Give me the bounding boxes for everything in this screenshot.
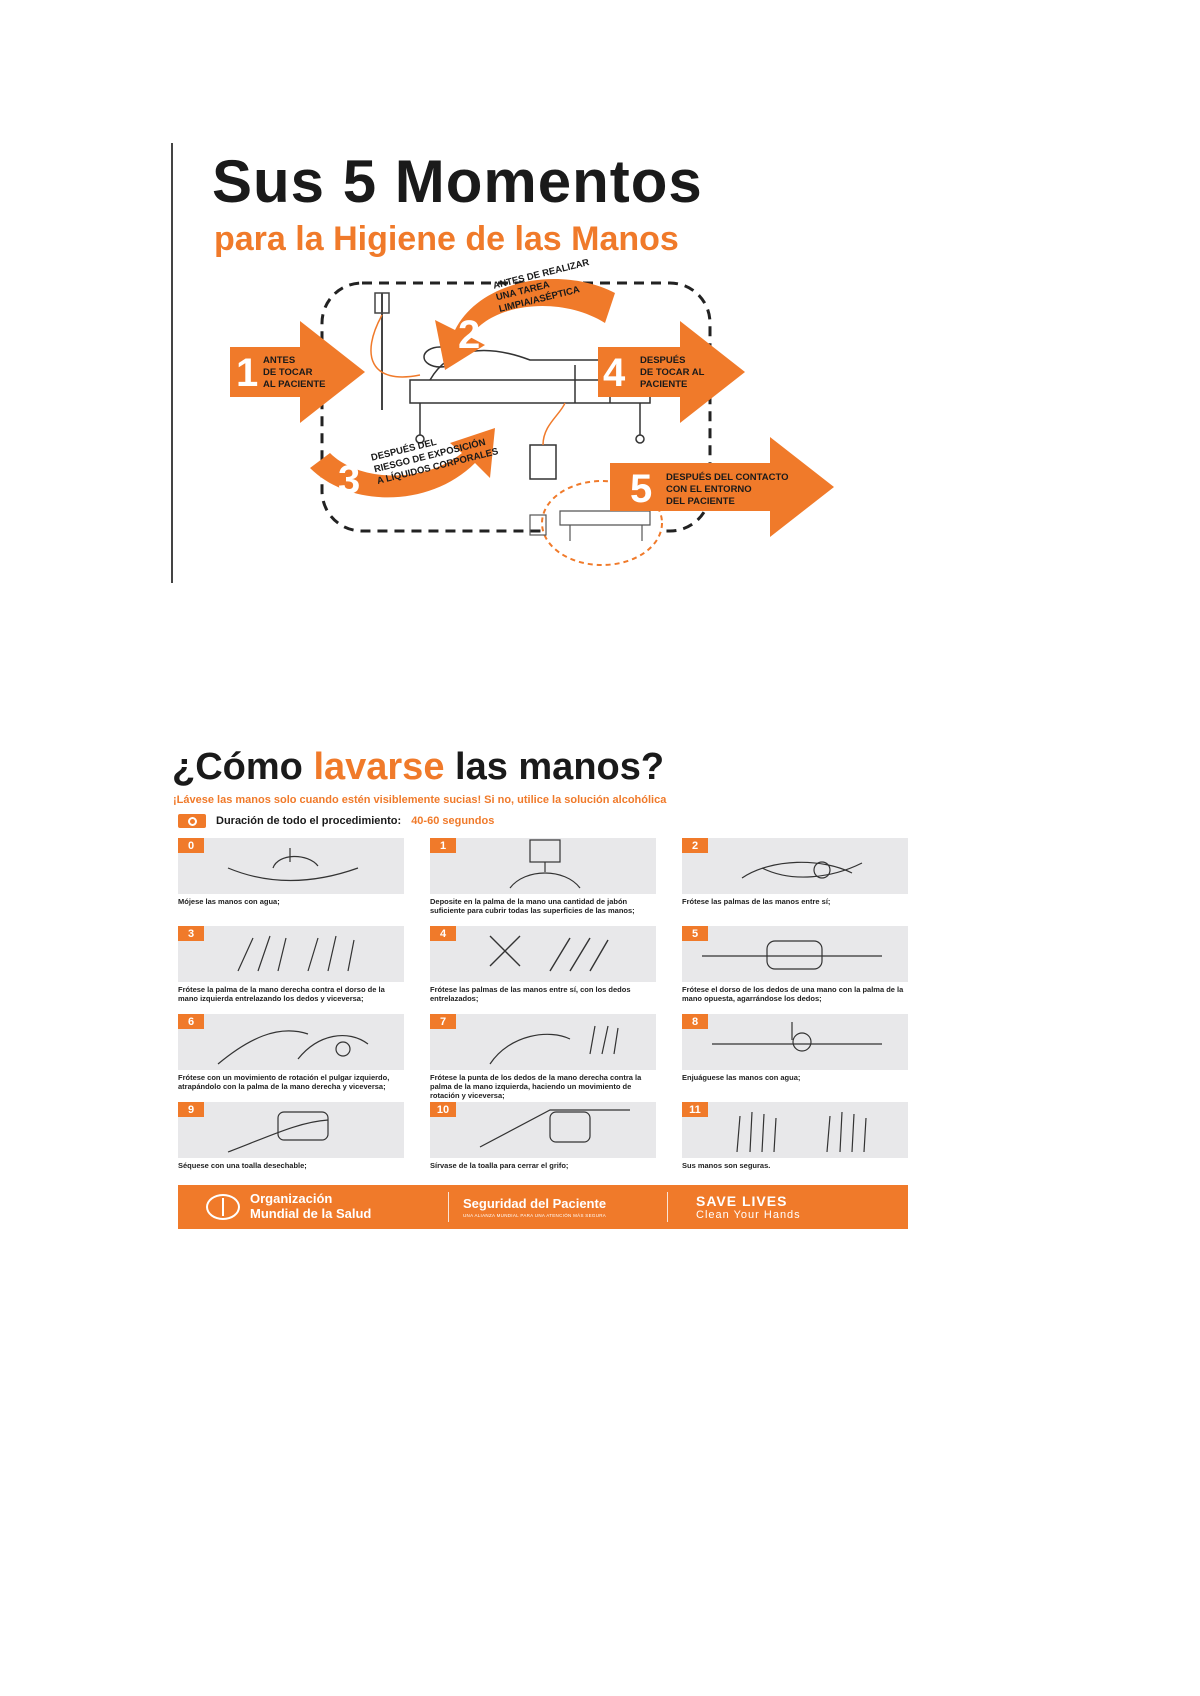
step-text: Frótese con un movimiento de rotación el pulgar izquierdo, atrapándolo con la palma de la mano derecha y viceversa; — [178, 1073, 390, 1091]
step-number: 9 — [178, 1102, 204, 1117]
step-number: 4 — [430, 926, 456, 941]
step-number: 1 — [430, 838, 456, 853]
moment-3-number: 3 — [338, 458, 361, 502]
duration-label: Duración de todo el procedimiento: — [216, 815, 402, 827]
moment-4-label: DESPUÉS DE TOCAR AL PACIENTE — [640, 355, 705, 390]
step-illustration — [430, 1014, 656, 1070]
clean-hands-icon — [682, 1102, 908, 1158]
step-illustration — [178, 1102, 404, 1158]
step-number: 5 — [682, 926, 708, 941]
moment-1-label: ANTES DE TOCAR AL PACIENTE — [263, 355, 326, 390]
fingertips-rotation-icon — [430, 1014, 656, 1070]
patient-safety-title: Seguridad del Paciente — [463, 1196, 607, 1211]
footer-divider — [448, 1192, 449, 1222]
step-number: 10 — [430, 1102, 456, 1117]
footer-divider — [667, 1192, 668, 1222]
step-text: Enjuáguese las manos con agua; — [682, 1073, 801, 1082]
who-block — [178, 1192, 448, 1222]
step-number: 6 — [178, 1014, 204, 1029]
clock-icon — [178, 814, 206, 828]
step-illustration — [682, 1014, 908, 1070]
step-card — [430, 1014, 656, 1102]
poster1-title: Sus 5 Momentos — [212, 148, 703, 215]
step-text: Sírvase de la toalla para cerrar el grifo; — [430, 1161, 569, 1170]
poster1-subtitle: para la Higiene de las Manos — [214, 220, 679, 258]
moment-5-number: 5 — [630, 467, 653, 511]
back-of-hand-icon — [178, 926, 404, 982]
step-text: Deposite en la palma de la mano una cantidad de jabón suficiente para cubrir todas las superficies de las manos; — [430, 897, 635, 915]
who-emblem-icon — [206, 1194, 240, 1220]
duration-value: 40-60 segundos — [411, 815, 495, 827]
patient-safety-subtitle: UNA ALIANZA MUNDIAL PARA UNA ATENCIÓN MÁS SEGURA — [463, 1213, 607, 1218]
margin-rule — [171, 143, 173, 583]
step-text: Frótese la punta de los dedos de la mano derecha contra la palma de la mano izquierda, haciendo un movimiento de rotación y viceversa; — [430, 1073, 642, 1100]
who-name — [250, 1192, 371, 1222]
step-text: Frótese las palmas de las manos entre sí; — [682, 897, 831, 906]
drainage-bag-icon — [530, 445, 556, 479]
moment-5-label: DESPUÉS DEL CONTACTO CON EL ENTORNO DEL PACIENTE — [666, 472, 789, 507]
step-text: Séquese con una toalla desechable; — [178, 1161, 307, 1170]
step-card — [682, 926, 908, 1014]
fingers-locked-icon — [682, 926, 908, 982]
step-card — [178, 838, 404, 926]
step-card — [178, 1102, 404, 1190]
rinse-hands-icon — [682, 1014, 908, 1070]
step-illustration — [430, 838, 656, 894]
step-illustration — [178, 838, 404, 894]
step-illustration — [178, 1014, 404, 1070]
dry-towel-icon — [178, 1102, 404, 1158]
moment-4-number: 4 — [603, 351, 626, 395]
title-part-1: ¿Cómo — [172, 746, 314, 788]
step-card — [682, 1102, 908, 1190]
step-number: 7 — [430, 1014, 456, 1029]
patient-safety-block — [449, 1196, 667, 1218]
interlaced-fingers-icon — [430, 926, 656, 982]
step-illustration — [682, 926, 908, 982]
step-card — [178, 1014, 404, 1102]
step-number: 11 — [682, 1102, 708, 1117]
step-text: Frótese la palma de la mano derecha contra el dorso de la mano izquierda entrelazando los dedos y viceversa; — [178, 985, 385, 1003]
step-illustration — [178, 926, 404, 982]
step-number: 3 — [178, 926, 204, 941]
step-number: 2 — [682, 838, 708, 853]
step-text: Mójese las manos con agua; — [178, 897, 280, 906]
who-name-line2: Mundial de la Salud — [250, 1206, 372, 1221]
step-illustration — [430, 926, 656, 982]
steps-grid — [178, 838, 908, 1190]
close-faucet-icon — [430, 1102, 656, 1158]
step-text: Frótese las palmas de las manos entre sí, con los dedos entrelazados; — [430, 985, 631, 1003]
step-number: 0 — [178, 838, 204, 853]
step-number: 8 — [682, 1014, 708, 1029]
step-illustration — [430, 1102, 656, 1158]
save-lives-subtitle: Clean Your Hands — [696, 1209, 801, 1221]
soap-dispenser-icon — [430, 838, 656, 894]
wet-hands-icon — [178, 838, 404, 894]
moment-3-label: DESPUÉS DEL RIESGO DE EXPOSICIÓN A LÍQUIDOS CORPORALES — [370, 436, 500, 487]
step-card — [430, 926, 656, 1014]
thumb-rotation-icon — [178, 1014, 404, 1070]
title-part-2: lavarse — [313, 746, 445, 788]
step-card — [430, 1102, 656, 1190]
poster2-title — [172, 748, 912, 786]
who-name-line1: Organización — [250, 1191, 333, 1207]
moment-1-number: 1 — [236, 351, 259, 395]
step-text: Frótese el dorso de los dedos de una mano con la palma de la mano opuesta, agarrándose los dedos; — [682, 985, 904, 1003]
save-lives-title: SAVE LIVES — [696, 1193, 788, 1209]
step-card — [682, 1014, 908, 1102]
save-lives-block — [668, 1193, 801, 1221]
step-card — [682, 838, 908, 926]
rub-palms-icon — [682, 838, 908, 894]
step-illustration — [682, 838, 908, 894]
moment-2-number: 2 — [458, 313, 481, 357]
moment-2-label: ANTES DE REALIZAR UNA TAREA LIMPIA/ASÉPTICA — [492, 257, 591, 315]
five-moments-diagram — [230, 257, 910, 575]
title-part-3: las manos? — [444, 746, 665, 788]
poster-footer — [178, 1185, 908, 1229]
duration-line — [178, 814, 878, 828]
step-illustration — [682, 1102, 908, 1158]
step-text: Sus manos son seguras. — [682, 1161, 771, 1170]
step-card — [178, 926, 404, 1014]
warning-line: ¡Lávese las manos solo cuando estén visiblemente sucias! Si no, utilice la solución alcohólica — [173, 794, 667, 806]
step-card — [430, 838, 656, 926]
five-moments-illustration — [230, 275, 910, 575]
